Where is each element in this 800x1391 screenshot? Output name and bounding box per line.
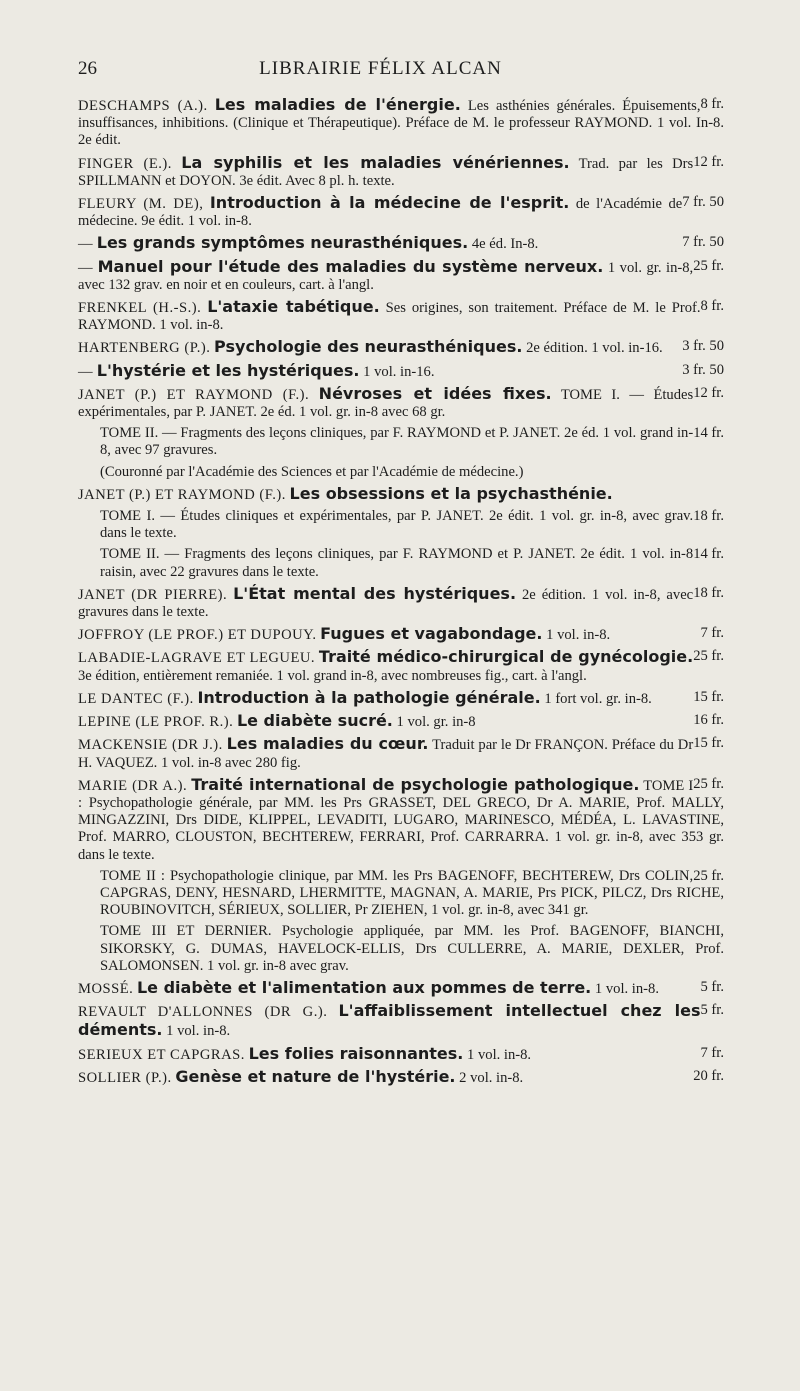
entry-price: 7 fr. (700, 625, 724, 642)
catalog-entry (78, 868, 724, 920)
entry-price: 8 fr. (700, 96, 724, 112)
entry-price: 15 fr. (693, 735, 724, 752)
catalog-entry (78, 689, 724, 708)
entry-title: Fugues et vagabondage. (320, 624, 543, 644)
catalog-entry (78, 735, 724, 771)
entry-price: 18 fr. (693, 508, 724, 525)
catalog-entry (78, 464, 724, 481)
catalog-entry (78, 648, 724, 684)
entry-price: 15 fr. (693, 688, 724, 705)
entry-title: L'État mental des hystériques. (233, 583, 517, 603)
entry-details: 1 vol. in-8. (166, 1023, 231, 1040)
entry-title: Introduction à la médecine de l'esprit. (209, 193, 570, 213)
catalog-entry (78, 776, 724, 864)
catalog-entry (78, 1002, 724, 1040)
entry-title: Le diabète et l'alimentation aux pommes de terre. (136, 977, 592, 997)
entry-title: Introduction à la pathologie générale. (197, 687, 541, 707)
entry-price: 25 fr. (693, 648, 724, 665)
entry-details: 1 fort vol. gr. in-8. (544, 690, 652, 707)
entry-details: Les asthénies générales. Épuisements, insuffisances, inhibitions. (Clinique et Thérapeutique). Préface de M. le professeur RAYMOND. 1 vol. In-8. 2e édit. (78, 98, 724, 149)
entry-details: TOME I. — Études cliniques et expérimentales, par P. JANET. 2e édit. 1 vol. gr. in-8, avec grav. dans le texte. (100, 508, 694, 542)
entry-author: FLEURY (M. DE), (78, 196, 204, 213)
entry-title: Les grands symptômes neurasthéniques. (96, 233, 469, 253)
entry-details: 1 vol. gr. in-8, avec 132 grav. en noir et en couleurs, cart. à l'angl. (78, 259, 694, 293)
catalog-entry (78, 979, 724, 998)
entry-title: Le diabète sucré. (236, 711, 393, 731)
entry-author: SOLLIER (P.). (78, 1069, 172, 1086)
entry-details: 1 vol. gr. in-8 (396, 714, 476, 731)
entry-price: 25 fr. (693, 775, 724, 792)
entry-author: SERIEUX ET CAPGRAS. (78, 1046, 245, 1063)
catalog-entry (78, 625, 724, 644)
entry-details: Ses origines, son traitement. Préface de M. le Prof. RAYMOND. 1 vol. in-8. (78, 300, 701, 334)
entry-author: LABADIE-LAGRAVE ET LEGUEU. (78, 650, 316, 667)
entry-details: 3e édition, entièrement remaniée. 1 vol. grand in-8, avec nombreuses fig., cart. à l'angl. (78, 667, 587, 684)
catalog-entry (78, 338, 724, 357)
catalog-entry (78, 1045, 724, 1064)
entry-price: 5 fr. (700, 1002, 724, 1019)
entry-title: Névroses et idées fixes. (318, 383, 552, 403)
catalog-entry (78, 258, 724, 294)
entry-details: TOME III ET DERNIER. Psychologie appliquée, par MM. les Prof. BAGENOFF, BIANCHI, SIKORSKY, G. DUMAS, HAVELOCK-ELLIS, Drs CULLERRE, A. MARIE, DEXLER, Prof. SALOMONSEN. 1 vol. gr. in-8 avec grav. (100, 923, 724, 974)
entry-price: 25 fr. (693, 257, 724, 274)
catalog-entry (78, 385, 724, 421)
entry-details: Trad. par les Drs SPILLMANN et DOYON. 3e édit. Avec 8 pl. h. texte. (78, 155, 694, 189)
entry-price: 12 fr. (693, 153, 724, 170)
entry-price: 7 fr. 50 (682, 194, 724, 211)
entry-title: L'hystérie et les hystériques. (96, 360, 360, 380)
entry-details: 2e édition. 1 vol. in-8, avec gravures dans le texte. (78, 586, 694, 621)
entry-author: — (78, 259, 94, 276)
entry-author: JANET (DR PIERRE). (78, 586, 228, 603)
catalog-entry (78, 1068, 724, 1087)
entry-price: 16 fr. (693, 712, 724, 729)
entry-title: Les folies raisonnantes. (248, 1043, 464, 1063)
entry-price: 3 fr. 50 (682, 361, 724, 378)
catalog-entry (78, 485, 724, 504)
entry-title: Manuel pour l'étude des maladies du système nerveux. (97, 256, 604, 276)
entry-details: TOME II : Psychopathologie clinique, par MM. les Prs BAGENOFF, BECHTEREW, Drs COLIN, CAPGRAS, DENY, HESNARD, LHERMITTE, MAGNAN, A. MARIE, Prs PICK, PILCZ, Drs RICHE, ROUBINOVITCH, SÉRIEUX, SOLLIER, Pr ZIEHEN, 1 vol. gr. in-8, avec 341 gr. (100, 867, 724, 919)
entry-author: MARIE (DR A.). (78, 777, 188, 794)
entry-author: JANET (P.) ET RAYMOND (F.). (78, 486, 286, 503)
entry-author: MOSSÉ. (78, 980, 134, 997)
entry-price: 20 fr. (693, 1067, 724, 1084)
entry-details: 2 vol. in-8. (459, 1069, 524, 1086)
entry-author: FINGER (E.). (78, 155, 172, 172)
entry-title: Les obsessions et la psychasthénie. (289, 483, 613, 503)
catalog-entry (78, 923, 724, 975)
catalog-entry (78, 508, 724, 542)
page-number: 26 (78, 58, 97, 79)
entry-details: (Couronné par l'Académie des Sciences et par l'Académie de médecine.) (100, 463, 524, 480)
entry-details: Traduit par le Dr FRANÇON. Préface du Dr H. VAQUEZ. 1 vol. in-8 avec 280 fig. (78, 737, 694, 771)
entry-author: HARTENBERG (P.). (78, 340, 211, 357)
entry-author: JANET (P.) ET RAYMOND (F.). (78, 386, 310, 403)
entry-author: MACKENSIE (DR J.). (78, 737, 223, 754)
catalog-entry (78, 712, 724, 731)
entry-title: Genèse et nature de l'hystérie. (175, 1066, 456, 1086)
entry-author: — (78, 363, 94, 380)
page-title: LIBRAIRIE FÉLIX ALCAN (259, 58, 502, 79)
entry-author: DESCHAMPS (A.). (78, 98, 208, 114)
catalog-page (78, 58, 724, 1091)
entry-details: TOME I : Psychopathologie générale, par MM. les Prs GRASSET, DEL GRECO, Dr A. MARIE, Prof. MALLY, MINGAZZINI, Drs DIDE, KLIPPEL, LEVADITI, LUGARO, MARINESCO, MÉDÉA, L. LAVASTINE, Prof. MARRO, CLOUSTON, BECHTEREW, FERRARI, Prof. CARRARRA. 1 vol. gr. in-8, avec 353 gr. dans le texte. (78, 777, 724, 863)
entry-title: Traité médico-chirurgical de gynécologie. (318, 647, 694, 667)
entry-details: TOME II. — Fragments des leçons cliniques, par F. RAYMOND et P. JANET. 2e édit. 1 vol. in-8 raisin, avec 22 gravures dans le texte. (100, 546, 694, 580)
entry-title: L'ataxie tabétique. (207, 297, 380, 317)
entry-price: 18 fr. (693, 584, 724, 601)
entry-details: 1 vol. in-8. (594, 980, 659, 997)
catalog-entry (78, 194, 724, 230)
catalog-entry (78, 234, 724, 253)
entry-author: FRENKEL (H.-S.). (78, 300, 202, 317)
entry-title: Traité international de psychologie pathologique. (191, 774, 640, 794)
catalog-entry (78, 154, 724, 190)
entry-title: Psychologie des neurasthéniques. (214, 337, 523, 357)
entry-details: 1 vol. in-8. (467, 1046, 532, 1063)
entry-details: 4e éd. In-8. (471, 236, 539, 253)
entry-price: 25 fr. (693, 867, 724, 884)
entry-details: 1 vol. in-16. (363, 363, 435, 380)
entry-price: 8 fr. (700, 298, 724, 315)
entry-price: 12 fr. (693, 384, 724, 401)
entry-title: La syphilis et les maladies vénériennes. (181, 152, 570, 172)
entry-price: 3 fr. 50 (682, 338, 724, 355)
entry-details: 2e édition. 1 vol. in-16. (526, 340, 663, 357)
entry-title: L'affaiblissement intellectuel chez les déments. (78, 1001, 701, 1040)
entry-details: de l'Académie de médecine. 9e édit. 1 vol. in-8. (78, 196, 683, 230)
entry-details: TOME II. — Fragments des leçons cliniques, par F. RAYMOND et P. JANET. 2e éd. 1 vol. grand in-8, avec 97 gravures. (100, 425, 694, 459)
catalog-entry (78, 585, 724, 621)
entry-title: Les maladies du cœur. (226, 734, 429, 754)
entry-author: JOFFROY (LE PROF.) ET DUPOUY. (78, 627, 317, 644)
entry-details: 1 vol. in-8. (546, 627, 611, 644)
catalog-entry (78, 96, 724, 150)
entry-author: LEPINE (LE PROF. R.). (78, 714, 234, 731)
catalog-entry (78, 546, 724, 580)
entry-price: 14 fr. (693, 425, 724, 442)
entry-author: REVAULT D'ALLONNES (DR G.). (78, 1004, 328, 1021)
entry-price: 7 fr. (700, 1044, 724, 1061)
page-header (78, 58, 724, 80)
entry-price: 14 fr. (693, 546, 724, 563)
entry-details: TOME I. — Études expérimentales, par P. JANET. 2e éd. 1 vol. gr. in-8 avec 68 gr. (78, 386, 694, 421)
entry-price: 7 fr. 50 (682, 234, 724, 251)
entry-author: LE DANTEC (F.). (78, 690, 194, 707)
entry-list (78, 96, 724, 1087)
catalog-entry (78, 362, 724, 381)
entry-title: Les maladies de l'énergie. (214, 95, 461, 114)
catalog-entry (78, 425, 724, 459)
entry-price: 5 fr. (700, 978, 724, 995)
catalog-entry (78, 298, 724, 334)
entry-author: — (78, 236, 94, 253)
